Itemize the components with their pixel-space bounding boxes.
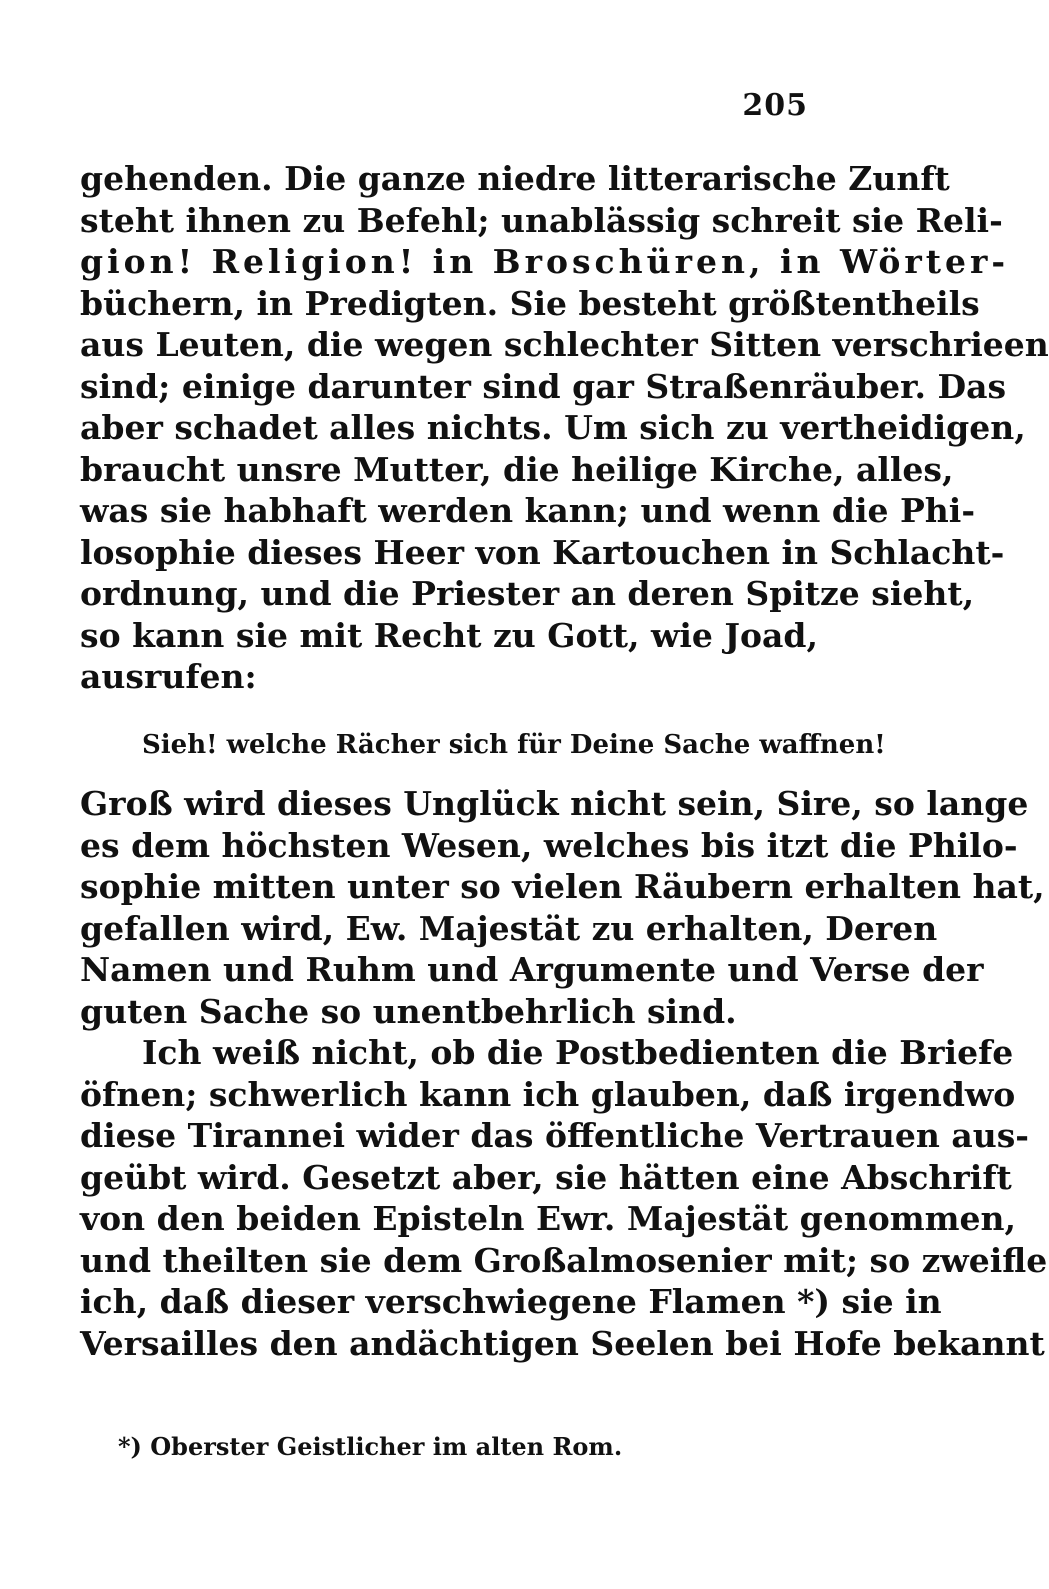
quotation: Sieh! welche Rächer sich für Deine Sache waffnen! [142, 730, 886, 760]
text-line: guten Sache so unentbehrlich sind. [80, 991, 737, 1031]
text-line: Versailles den andächtigen Seelen bei Hofe bekannt [80, 1323, 1045, 1363]
text-line: öfnen; schwerlich kann ich glauben, daß irgendwo [80, 1074, 1016, 1114]
text-line: büchern, in Predigten. Sie besteht größtentheils [80, 283, 980, 323]
text-line: gefallen wird, Ew. Majestät zu erhalten, Deren [80, 908, 938, 948]
text-line: ausrufen: [80, 657, 257, 696]
footnote: *) Oberster Geistlicher im alten Rom. [118, 1432, 623, 1461]
text-line: Namen und Ruhm und Argumente und Verse der [80, 950, 984, 989]
text-line: ordnung, und die Priester an deren Spitze sieht, [80, 574, 975, 613]
text-line: sophie mitten unter so vielen Räubern erhalten hat, [80, 867, 1045, 906]
text-line: steht ihnen zu Befehl; unablässig schreit sie Reli- [80, 200, 1003, 240]
text-line: losophie dieses Heer von Kartouchen in Schlacht- [80, 532, 1005, 572]
text-line: sind; einige darunter sind gar Straßenräuber. Das [80, 366, 1007, 406]
text-line: es dem höchsten Wesen, welches bis itzt die Philo- [80, 825, 1018, 865]
text-line: und theilten sie dem Großalmosenier mit; so zweifle [80, 1240, 1048, 1280]
text-line: so kann sie mit Recht zu Gott, wie Joad, [80, 615, 818, 655]
text-line: diese Tirannei wider das öffentliche Vertrauen aus- [80, 1116, 1030, 1155]
text-line: Ich weiß nicht, ob die Postbedienten die Briefe [142, 1033, 1014, 1072]
paragraph-1 [80, 158, 1049, 698]
text-line: aber schadet alles nichts. Um sich zu vertheidigen, [80, 408, 1026, 447]
text-line: Groß wird dieses Unglück nicht sein, Sire, so lange [80, 784, 1029, 823]
text-line: geübt wird. Gesetzt aber, sie hätten eine Abschrift [80, 1157, 1012, 1197]
page-number: 205 [742, 88, 808, 123]
text-line: aus Leuten, die wegen schlechter Sitten verschrieen [80, 325, 1049, 364]
paragraph-2 [80, 783, 1048, 1364]
text-line: von den beiden Episteln Ewr. Majestät genommen, [80, 1199, 1017, 1238]
text-line: braucht unsre Mutter, die heilige Kirche, alles, [80, 449, 954, 489]
text-line: ich, daß dieser verschwiegene Flamen *) sie in [80, 1282, 942, 1321]
text-line: gion! Religion! in Broschüren, in Wörter- [80, 242, 1010, 281]
text-line: was sie habhaft werden kann; und wenn die Phi- [80, 491, 976, 530]
text-line: gehenden. Die ganze niedre litterarische Zunft [80, 159, 950, 198]
